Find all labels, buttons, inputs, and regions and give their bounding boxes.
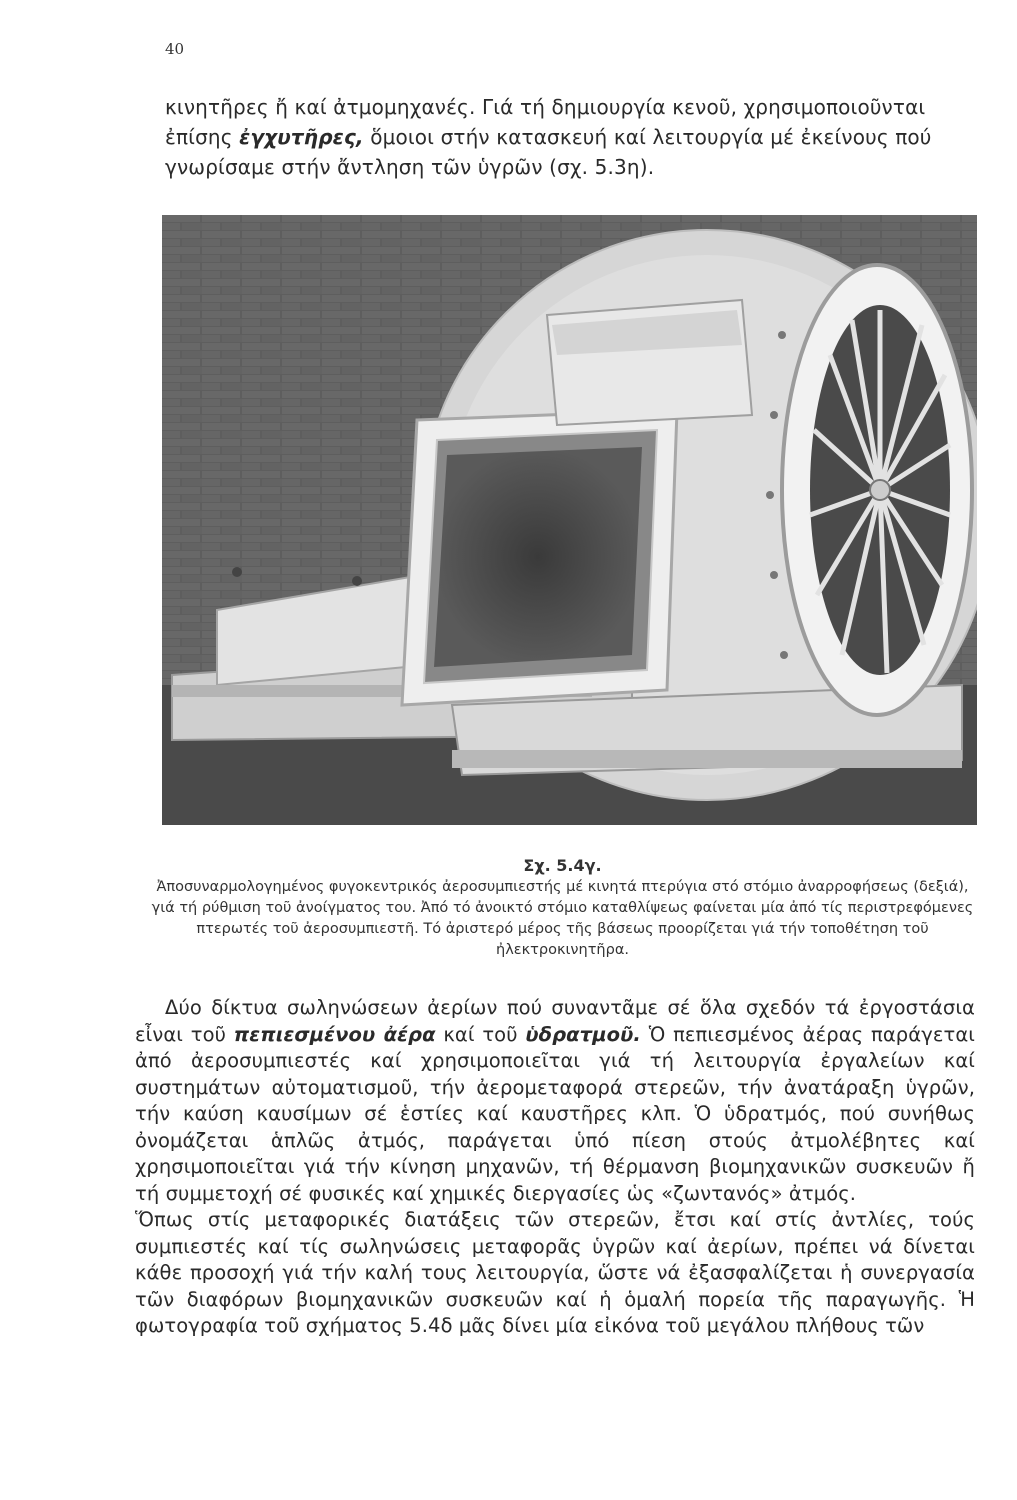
body-text [135,995,975,1340]
page-number: 40 [165,40,185,58]
intro-emphasis: ἐγχυτῆρες, [239,125,364,149]
emph-compressed-air: πεπιεσμένου ἀέρα [233,1022,436,1046]
figure-caption-text: Ἀποσυναρμολογημένος φυγοκεντρικός ἀεροσυμπιεστής μέ κινητά πτερύγια στό στόμιο ἀναρροφήσεως (δεξιά), γιά τή ρύθμιση τοῦ ἀνοίγματος του. Ἀπό τό ἀνοικτό στόμιο καταθλίψεως φαίνεται μία ἀπό τίς περιστρεφόμενες πτερωτές τοῦ ἀεροσυμπιεστῆ. Τό ἀριστερό μέρος τῆς βάσεως προορίζεται γιά τήν τοποθέτηση τοῦ ἠλεκτροκινητῆρα. [151,879,974,958]
figure-photo-compressor [162,215,977,825]
intro-text-part2: ὅμοιοι στήν κατασκευή καί λειτουργία μέ ἐκείνους πού γνωρίσαμε στήν ἄντληση τῶν ὑγρῶν (σχ. 5.3η). [165,125,932,179]
body-p1-text-3: Ὁ πεπιεσμένος ἀέρας παράγεται ἀπό ἀεροσυμπιεστές καί χρησιμοποιεῖται γιά τή λειτουργία ἐργαλείων καί συστημάτων αὐτοματισμοῦ, τήν ἀερομεταφορά στερεῶν, τήν ἀνατάραξη ὑγρῶν, τήν καύση καυσίμων σέ ἑστίες καί καυστῆρες κλπ. Ὁ ὑδρατμός, πού συνήθως ὀνομάζεται ἁπλῶς ἀτμός, παράγεται ὑπό πίεση στούς ἀτμολέβητες καί χρησιμοποιεῖται γιά τήν κίνηση μηχανῶν, τή θέρμανση βιομηχανικῶν συσκευῶν ἤ τή συμμετοχή σέ φυσικές καί χημικές διεργασίες ὡς «ζωντανός» ἀτμός. [135,1022,975,1205]
body-p1-text-2: καί τοῦ [435,1022,526,1046]
figure-title: Σχ. 5.4γ. [523,856,602,875]
body-p1-text-1: Δύο δίκτυα σωληνώσεων ἀερίων πού συναντᾶμε σέ ὅλα σχεδόν τά ἐργοστάσια εἶναι τοῦ [135,996,975,1046]
intro-paragraph [165,92,965,182]
body-paragraph-1 [135,995,975,1207]
body-paragraph-2: Ὅπως στίς μεταφορικές διατάξεις τῶν στερεῶν, ἔτσι καί στίς ἀντλίες, τούς συμπιεστές καί τίς σωληνώσεις μεταφορᾶς ὑγρῶν καί ἀερίων, πρέπει νά δίνεται κάθε προσοχή γιά τήν καλή τους λειτουργία, ὥστε νά ἐξασφαλίζεται ἡ συνεργασία τῶν διαφόρων βιομηχανικῶν συσκευῶν καί ἡ ὁμαλή πορεία τῆς παραγωγῆς. Ἡ φωτογραφία τοῦ σχήματος 5.4δ μᾶς δίνει μία εἰκόνα τοῦ μεγάλου πλήθους τῶν [135,1208,975,1337]
emph-steam: ὑδρατμοῦ. [525,1022,641,1046]
figure-caption [150,855,975,961]
intro-text-part1: κινητῆρες ἤ καί ἀτμομηχανές. Γιά τή δημιουργία κενοῦ, χρησιμοποιοῦνται ἐπίσης [165,95,926,149]
